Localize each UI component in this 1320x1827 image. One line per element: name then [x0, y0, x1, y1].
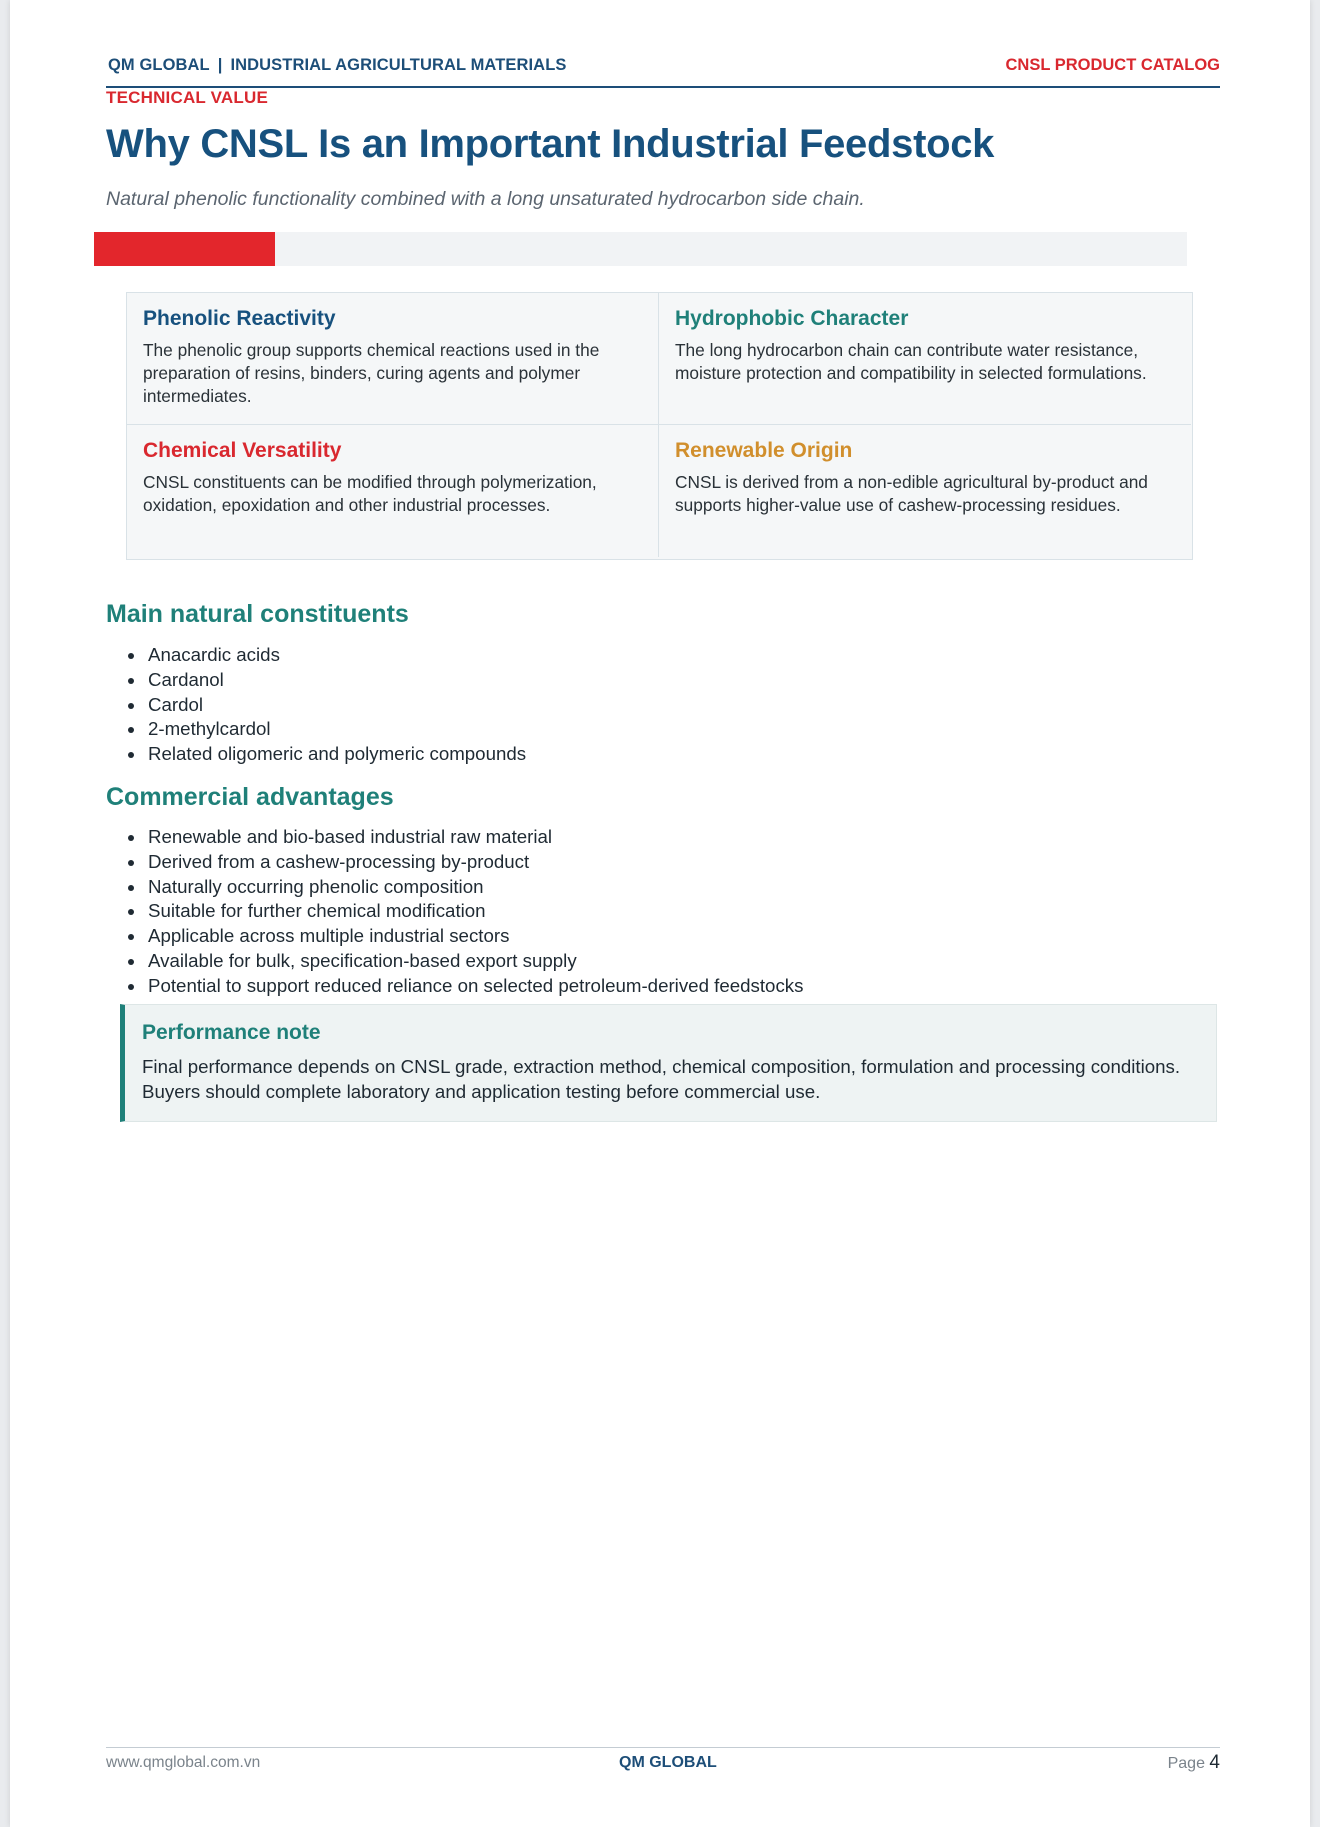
- feature-title: Chemical Versatility: [143, 439, 342, 462]
- list-item: 2-methylcardol: [148, 717, 526, 742]
- header-division: INDUSTRIAL AGRICULTURAL MATERIALS: [230, 56, 567, 74]
- header-company-line: [108, 56, 566, 75]
- feature-text: The long hydrocarbon chain can contribute water resistance, moisture protection and compatibility in selected formulations.: [675, 340, 1147, 383]
- page-header: [106, 54, 1220, 88]
- list-item: Potential to support reduced reliance on selected petroleum-derived feedstocks: [148, 974, 804, 999]
- footer-page-indicator: [1168, 1752, 1220, 1774]
- feature-title: Renewable Origin: [675, 439, 853, 462]
- page-footer: [106, 1747, 1220, 1782]
- list-item: Cardanol: [148, 668, 526, 693]
- header-company: QM GLOBAL: [108, 56, 210, 74]
- footer-brand: QM GLOBAL: [619, 1754, 717, 1771]
- accent-bar: [94, 232, 1187, 266]
- advantages-list: [106, 825, 804, 999]
- note-text: Final performance depends on CNSL grade, extraction method, chemical composition, formulation and processing conditions. Buyers should complete laboratory and application testing before commercial use.: [142, 1056, 1181, 1102]
- accent-bar-highlight: [94, 232, 275, 266]
- feature-text: The phenolic group supports chemical reactions used in the preparation of resins, binders, curing agents and polymer intermediates.: [143, 340, 600, 406]
- list-item: Cardol: [148, 693, 526, 718]
- list-item: Naturally occurring phenolic composition: [148, 875, 804, 900]
- footer-website: www.qmglobal.com.vn: [106, 1754, 261, 1771]
- feature-card-renewable-origin: [659, 425, 1191, 557]
- constituents-list: [106, 643, 526, 767]
- page-title: Why CNSL Is an Important Industrial Feedstock: [106, 122, 995, 166]
- list-item: Related oligomeric and polymeric compounds: [148, 742, 526, 767]
- section-label: TECHNICAL VALUE: [106, 88, 268, 107]
- list-item: Suitable for further chemical modification: [148, 899, 804, 924]
- document-page: [10, 0, 1310, 1827]
- list-item: Applicable across multiple industrial sectors: [148, 924, 804, 949]
- header-catalog-title: CNSL PRODUCT CATALOG: [1005, 56, 1220, 74]
- advantages-heading: Commercial advantages: [106, 783, 394, 811]
- list-item: Renewable and bio-based industrial raw material: [148, 825, 804, 850]
- feature-text: CNSL is derived from a non-edible agricultural by-product and supports higher-value use of cashew-processing residues.: [675, 472, 1148, 515]
- list-item: Anacardic acids: [148, 643, 526, 668]
- list-item: Derived from a cashew-processing by-product: [148, 850, 804, 875]
- footer-page-label: Page: [1167, 1755, 1205, 1772]
- feature-text: CNSL constituents can be modified through polymerization, oxidation, epoxidation and other industrial processes.: [143, 472, 597, 515]
- feature-card-hydrophobic-character: [659, 293, 1191, 425]
- note-heading: Performance note: [142, 1021, 321, 1044]
- header-divider: |: [217, 56, 223, 74]
- feature-card-chemical-versatility: [127, 425, 659, 557]
- feature-title: Hydrophobic Character: [675, 307, 909, 330]
- list-item: Available for bulk, specification-based export supply: [148, 949, 804, 974]
- feature-card-phenolic-reactivity: [127, 293, 659, 425]
- performance-note-callout: [120, 1004, 1217, 1122]
- feature-title: Phenolic Reactivity: [143, 307, 336, 330]
- footer-page-number: 4: [1209, 1752, 1220, 1773]
- constituents-heading: Main natural constituents: [106, 600, 409, 628]
- page-subtitle: Natural phenolic functionality combined with a long unsaturated hydrocarbon side chain.: [106, 188, 865, 210]
- feature-grid: [126, 292, 1193, 560]
